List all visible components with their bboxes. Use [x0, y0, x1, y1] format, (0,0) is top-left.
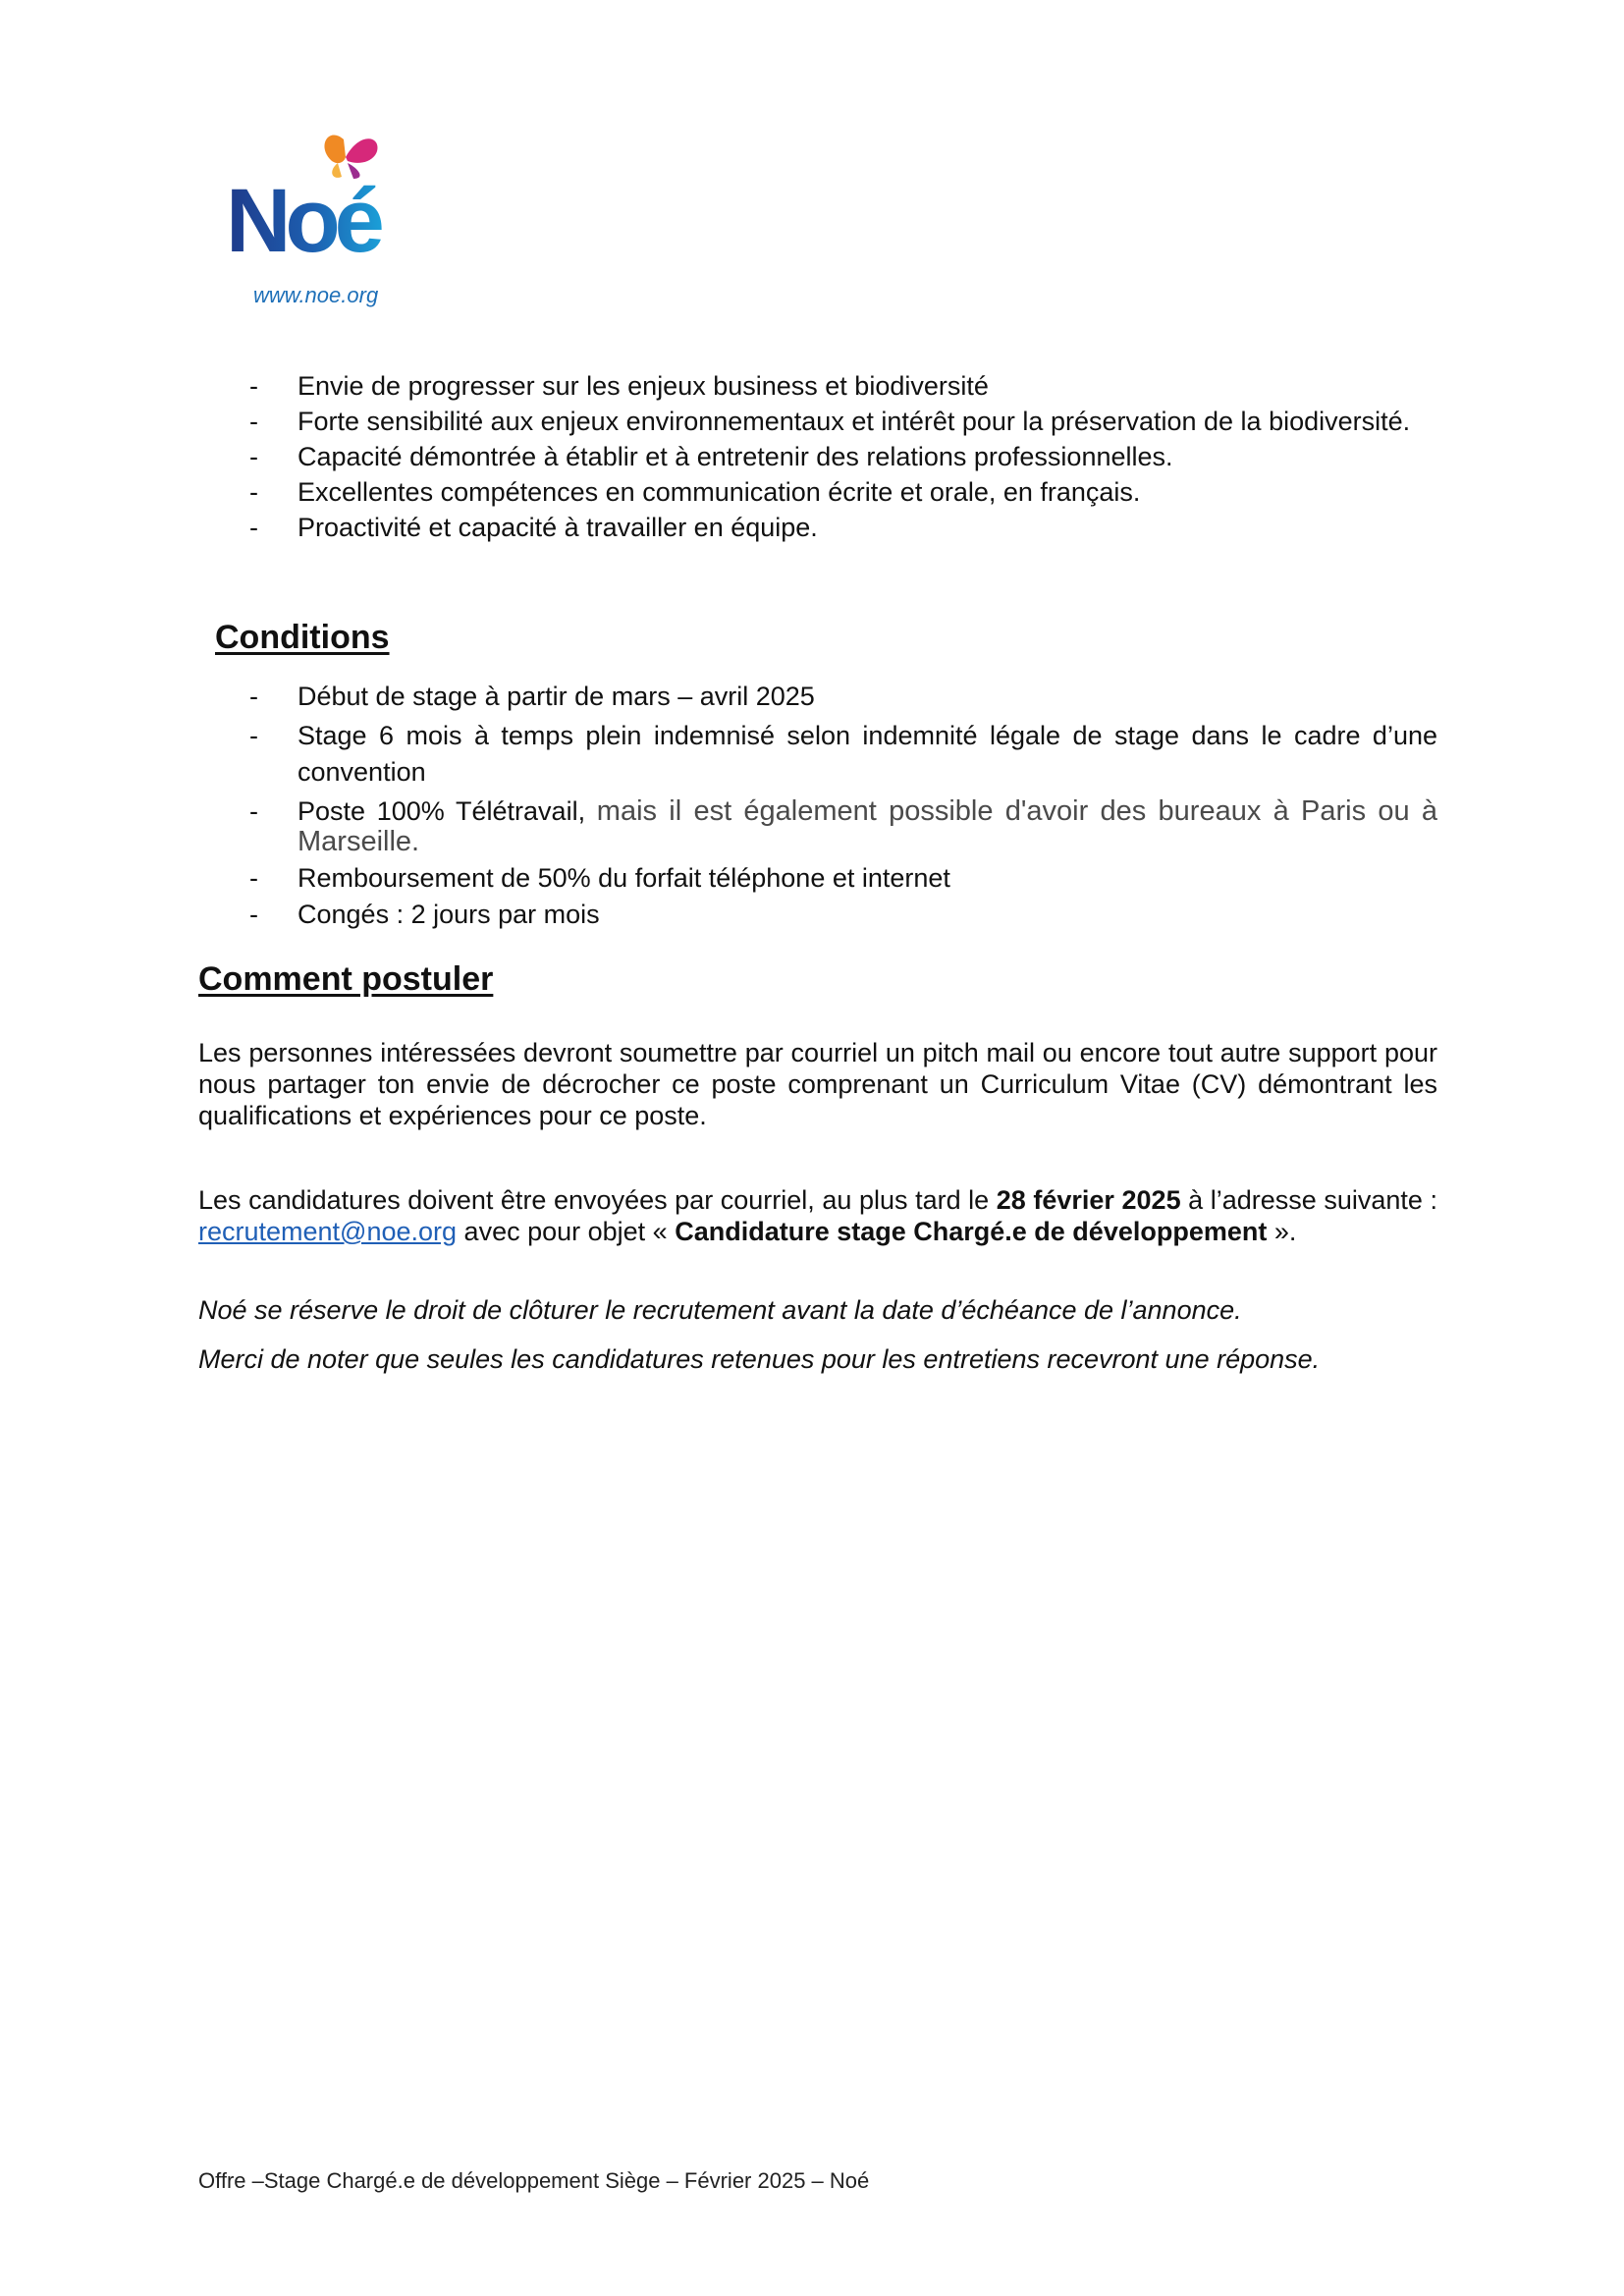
logo-url: www.noe.org [253, 283, 379, 307]
email-link[interactable]: recrutement@noe.org [198, 1217, 458, 1246]
list-item: - Forte sensibilité aux enjeux environnementaux et intérêt pour la préservation de la biodiversité. [249, 407, 1411, 436]
conditions-heading: Conditions [215, 619, 390, 656]
list-item: - Congés : 2 jours par mois [249, 900, 600, 929]
list-item: - Proactivité et capacité à travailler en équipe. [249, 513, 818, 542]
list-item: - Début de stage à partir de mars – avril 2025 [249, 682, 815, 711]
list-item: - Excellentes compétences en communication écrite et orale, en français. [249, 477, 1141, 507]
apply-heading: Comment postuler [198, 960, 494, 998]
logo-wordmark: Noé [226, 171, 379, 271]
deadline-date: 28 février 2025 [996, 1185, 1181, 1215]
closing-note: Noé se réserve le droit de clôturer le recrutement avant la date d’échéance de l’annonce. [198, 1295, 1242, 1325]
list-item: - Envie de progresser sur les enjeux business et biodiversité [249, 371, 989, 401]
list-item: - Poste 100% Télétravail, mais il est également possible d'avoir des bureaux à Paris ou à Marseille. [249, 795, 1437, 857]
list-item: - Capacité démontrée à établir et à entretenir des relations professionnelles. [249, 442, 1173, 471]
apply-deadline-paragraph: Les candidatures doivent être envoyées par courriel, au plus tard le 28 février 2025 à l’adresse suivante : recrutement@noe.org avec pour objet « Candidature stage Chargé.e de développement ». [198, 1185, 1438, 1246]
list-item: - Remboursement de 50% du forfait téléphone et internet [249, 863, 950, 893]
response-note: Merci de noter que seules les candidatures retenues pour les entretiens recevront une réponse. [198, 1344, 1321, 1374]
apply-paragraph: Les personnes intéressées devront soumettre par courriel un pitch mail ou encore tout autre support pour nous partager ton envie de décrocher ce poste comprenant un Curriculum Vitae (CV) démontrant les qualifications et expériences pour ce poste. [198, 1038, 1437, 1130]
list-item: - Stage 6 mois à temps plein indemnisé selon indemnité légale de stage dans le cadre d’une convention [249, 721, 1437, 787]
noe-logo [222, 122, 418, 318]
email-subject: Candidature stage Chargé.e de développement [675, 1217, 1268, 1246]
page-footer: Offre –Stage Chargé.e de développement Siège – Février 2025 – Noé [198, 2168, 870, 2193]
conditions-list [249, 682, 1437, 936]
profile-list [249, 371, 1437, 548]
noe-logo-graphic [222, 122, 418, 318]
